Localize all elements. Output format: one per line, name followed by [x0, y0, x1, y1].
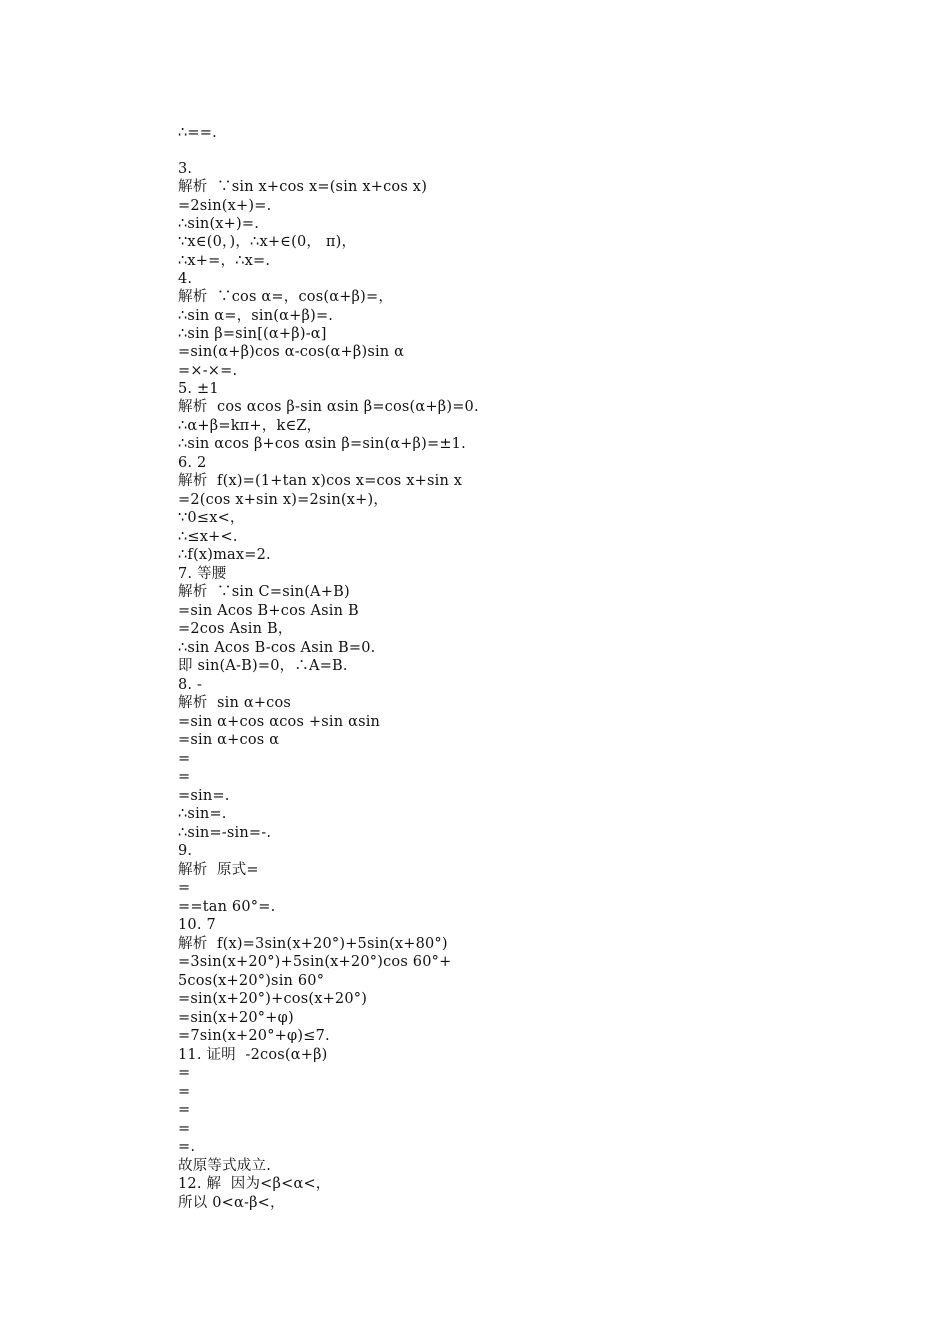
text-line: ∴sin=-sin=-.: [178, 825, 272, 841]
text-line: =.: [178, 1139, 196, 1155]
text-line: ∴==.: [178, 125, 217, 141]
text-line: 4.: [178, 271, 193, 287]
text-line: 3.: [178, 161, 193, 177]
text-line: ∴f(x)max=2.: [178, 547, 271, 563]
text-line: 11. 证明 -2cos(α+β): [178, 1047, 328, 1063]
text-line: 解析 ∵cos α=，cos(α+β)=，: [178, 289, 394, 305]
text-line: 5cos(x+20°)sin 60°: [178, 973, 325, 989]
text-line: 故原等式成立.: [178, 1158, 272, 1174]
text-line: =sin α+cos α: [178, 732, 280, 748]
text-line: ∵x∈(0，)，∴x+∈(0， π)，: [178, 234, 357, 250]
text-line: 解析 f(x)=(1+tan x)cos x=cos x+sin x: [178, 473, 463, 489]
text-line: ∴α+β=kπ+，k∈Z，: [178, 418, 322, 434]
text-line: 8. -: [178, 677, 203, 693]
text-line: =sin(x+20°)+cos(x+20°): [178, 991, 368, 1007]
text-line: ∵0≤x<，: [178, 510, 245, 526]
text-line: 12. 解 因为<β<α<，: [178, 1176, 331, 1192]
text-line: =: [178, 1065, 191, 1081]
text-line: 6. 2: [178, 455, 207, 471]
text-line: =sin=.: [178, 788, 230, 804]
text-line: =: [178, 769, 191, 785]
text-line: 即 sin(A-B)=0，∴A=B.: [178, 658, 348, 674]
text-line: ∴x+=，∴x=.: [178, 253, 271, 269]
text-line: =sin α+cos αcos +sin αsin: [178, 714, 381, 730]
text-line: ∴sin αcos β+cos αsin β=sin(α+β)=±1.: [178, 436, 466, 452]
text-line: =×-×=.: [178, 363, 238, 379]
text-line: =sin(α+β)cos α-cos(α+β)sin α: [178, 344, 405, 360]
text-line: =7sin(x+20°+φ)≤7.: [178, 1028, 330, 1044]
text-line: 解析 ∵sin x+cos x=(sin x+cos x): [178, 179, 428, 195]
text-line: ∴≤x+<.: [178, 529, 238, 545]
text-line: 解析 cos αcos β-sin αsin β=cos(α+β)=0.: [178, 399, 479, 415]
text-line: ∴sin=.: [178, 806, 227, 822]
text-line: =3sin(x+20°)+5sin(x+20°)cos 60°+: [178, 954, 452, 970]
text-line: =2(cos x+sin x)=2sin(x+)，: [178, 492, 389, 508]
text-line: =2sin(x+)=.: [178, 198, 272, 214]
text-line: 9.: [178, 843, 193, 859]
text-line: ∴sin α=，sin(α+β)=.: [178, 308, 334, 324]
text-line: 5. ±1: [178, 381, 219, 397]
text-line: 解析 sin α+cos: [178, 695, 292, 711]
text-line: 解析 ∵sin C=sin(A+B): [178, 584, 350, 600]
text-line: =sin Acos B+cos Asin B: [178, 603, 359, 619]
text-line: 解析 f(x)=3sin(x+20°)+5sin(x+80°): [178, 936, 448, 952]
text-line: =: [178, 1084, 191, 1100]
text-line: ∴sin β=sin[(α+β)-α]: [178, 326, 327, 342]
text-line: ∴sin(x+)=.: [178, 216, 260, 232]
text-line: =sin(x+20°+φ): [178, 1010, 294, 1026]
text-line: =: [178, 751, 191, 767]
text-line: 7. 等腰: [178, 566, 227, 582]
text-line: ==tan 60°=.: [178, 899, 276, 915]
text-line: 所以 0<α-β<，: [178, 1195, 285, 1211]
text-line: =: [178, 1102, 191, 1118]
text-line: ∴sin Acos B-cos Asin B=0.: [178, 640, 376, 656]
text-line: =2cos Asin B，: [178, 621, 293, 637]
text-line: 10. 7: [178, 917, 216, 933]
text-line: =: [178, 1121, 191, 1137]
text-line: 解析 原式=: [178, 862, 259, 878]
text-line: =: [178, 880, 191, 896]
